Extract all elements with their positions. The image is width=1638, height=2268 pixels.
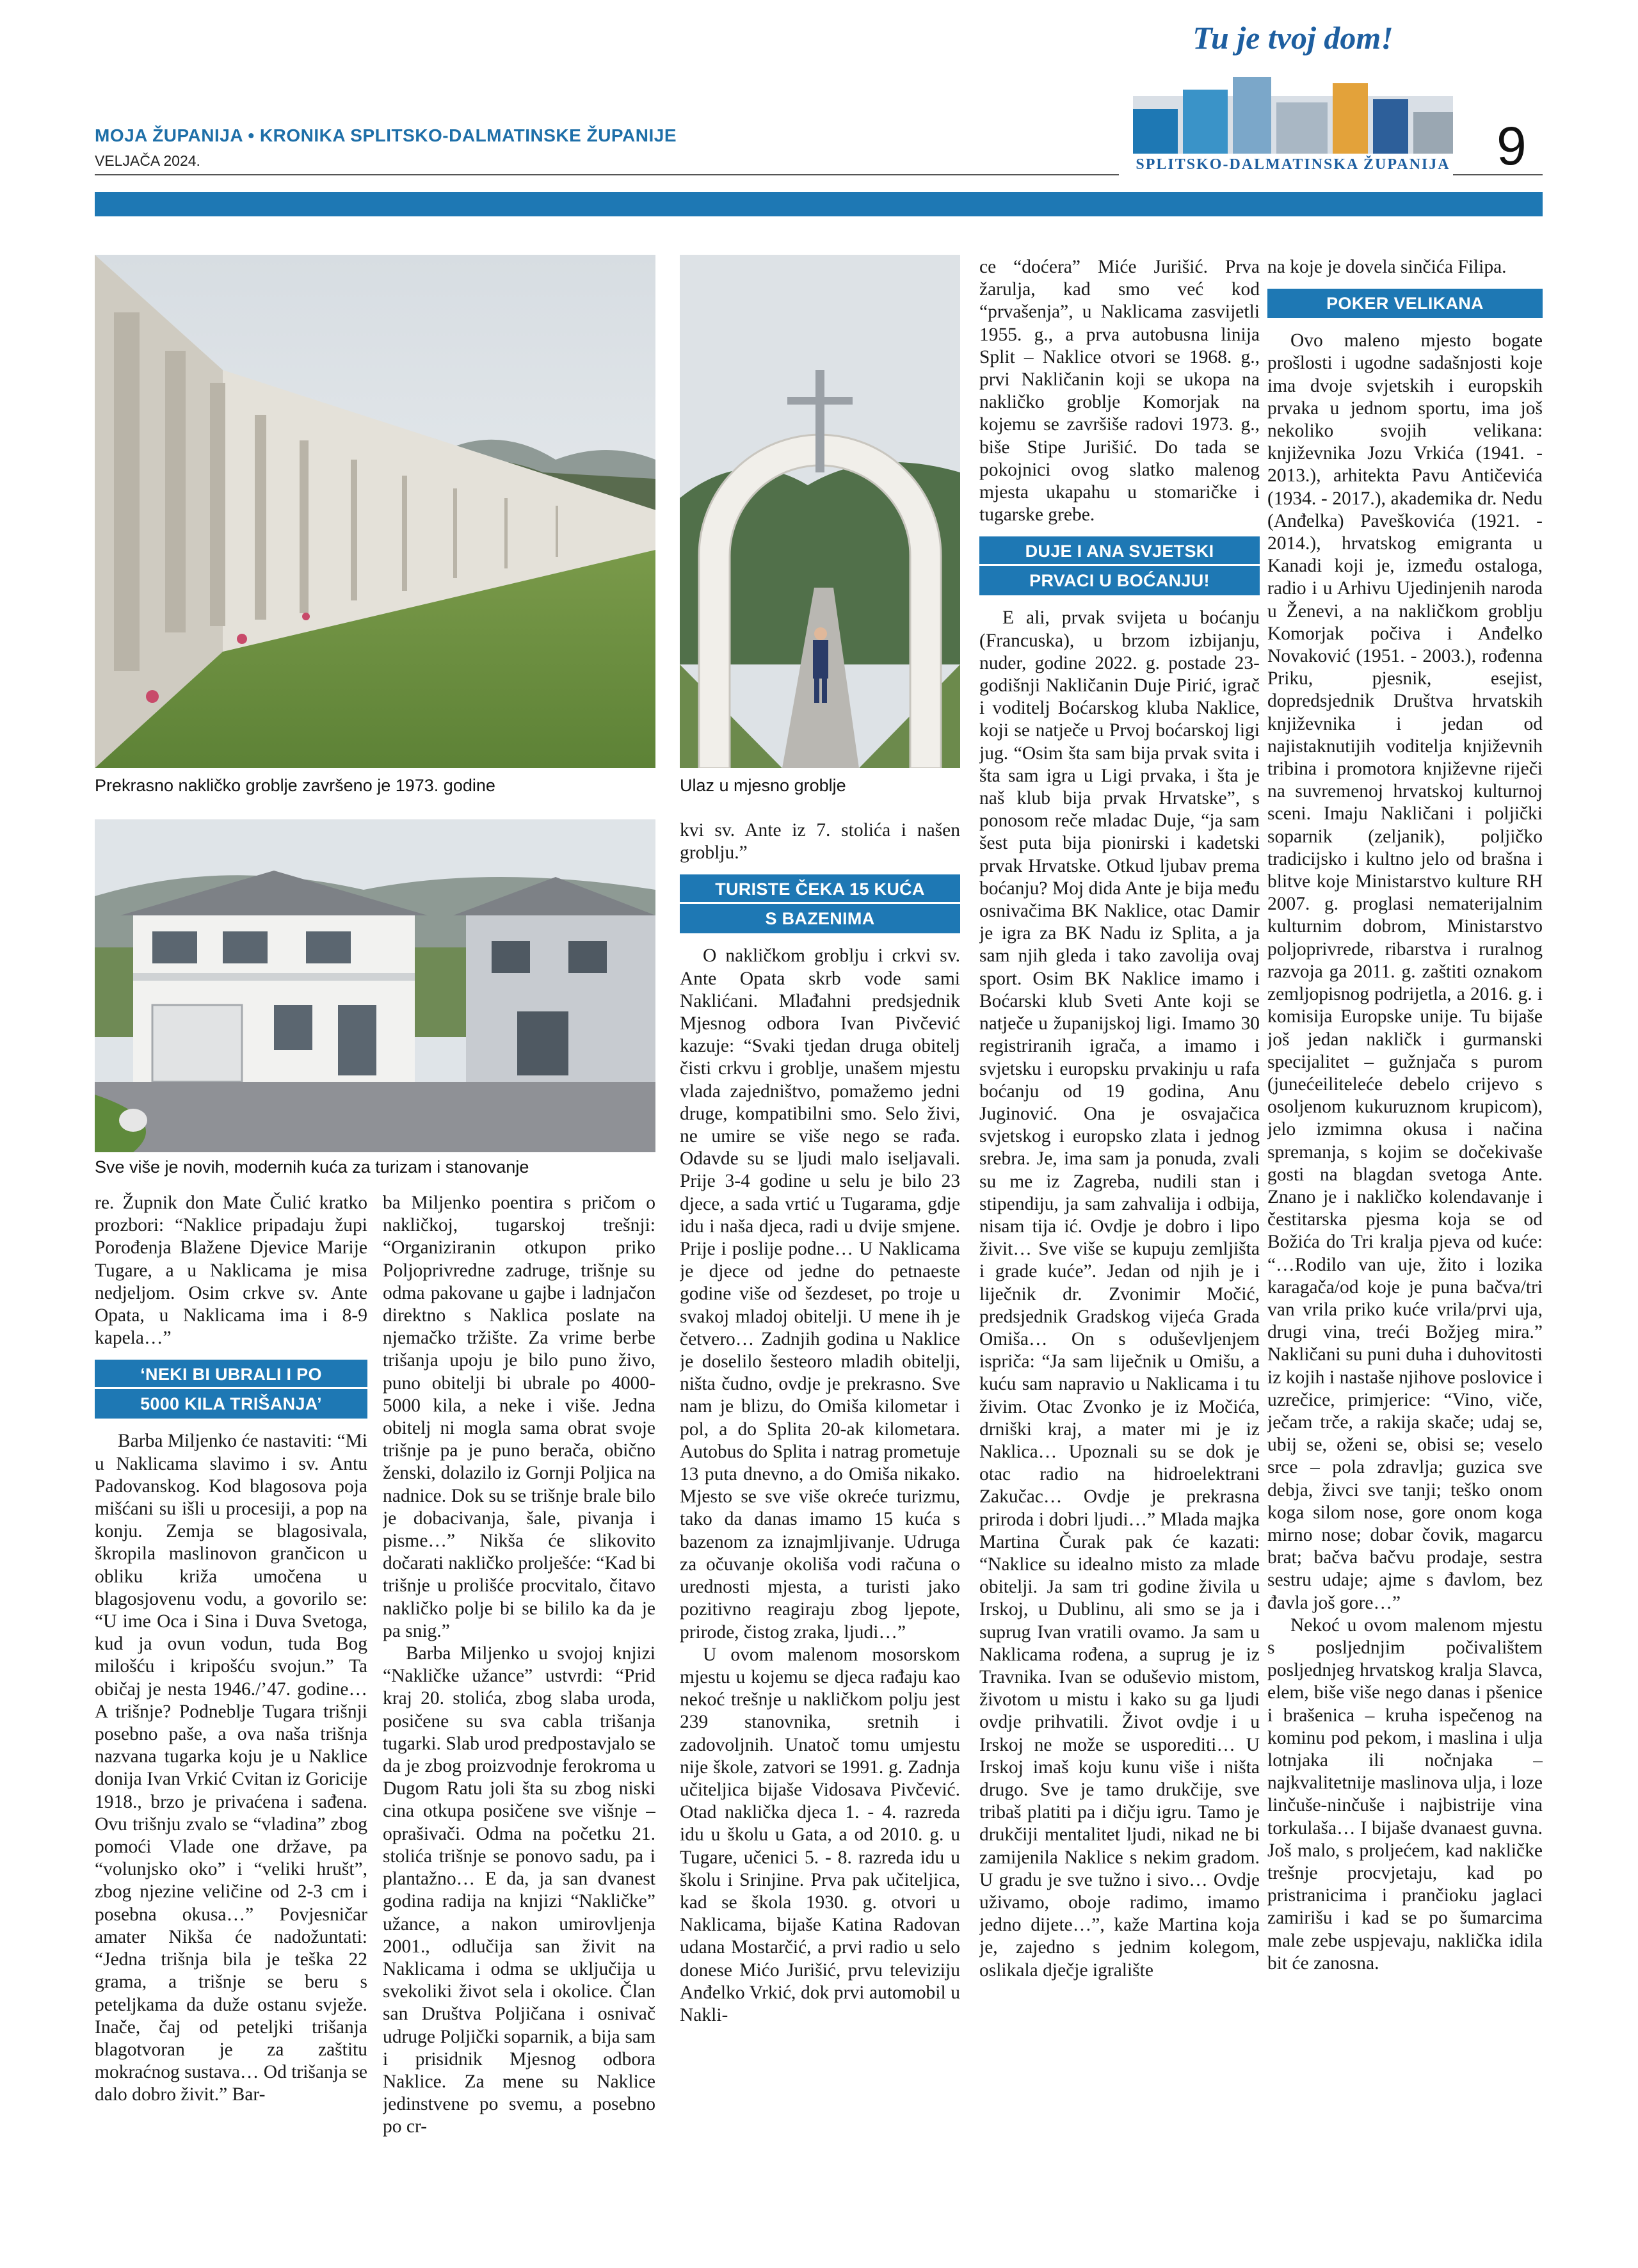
article-column-5: [1267, 256, 1543, 2242]
logo-slogan: Tu je tvoj dom!: [1192, 20, 1393, 56]
subheading-line: TURISTE ČEKA 15 KUĆA: [680, 874, 960, 904]
entrance-photo: [680, 255, 960, 768]
article-column-1: [95, 1192, 367, 2242]
paragraph: ce “doćera” Miće Jurišić. Prva žarulja, kad smo već kod “prvašenja”, u Naklicama zasvijetli 1955. g., a prva autobusna linija Split – Naklice otvori se 1968. g., prvi Nakličanin koji se ukopa na nakličko groblje Komorjak na kojemu se završiše radovi 1973. g., biše Stipe Jurišić. Do tada se pokojnici ovog slatko malenog mjesta ukapahu u stomaričke i tugarske grebe.: [979, 257, 1260, 526]
page-number: 9: [1497, 116, 1527, 176]
subheading-poker: [1267, 289, 1543, 318]
header-rule: [95, 174, 1119, 175]
subheading-line: ‘NEKI BI UBRALI I PO: [95, 1360, 367, 1389]
cemetery-photo: [95, 255, 655, 768]
logo-county-name: SPLITSKO-DALMATINSKA ŽUPANIJA: [1136, 156, 1450, 173]
subheading-line: DUJE I ANA SVJETSKI: [979, 536, 1260, 566]
subheading-line: S BAZENIMA: [765, 909, 875, 929]
paragraph: re. Župnik don Mate Čulić kratko prozbori: “Naklice pripadaju župi Porođenja Blažene Djevice Marije Tugare, a u Naklicama je misa nedjeljom. Osim crkve sv. Ante Opata, u Naklicama ima i 8-9 kapela…”: [95, 1193, 367, 1349]
subheading-line: PRVACI U BOĆANJU!: [1029, 571, 1210, 591]
paragraph: U ovom malenom mosorskom mjestu u kojemu se djeca rađaju kao nekoć trešnje u nakličkom polju jest 239 stanovnika, sretnih i zadovoljnih. Unatoč tomu umjestu nije škole, zatvori se 1991. g. Zadnja učiteljica bijaše Vidosava Pivčević. Otad naklička djeca 1. - 4. razreda idu u školu u Gata, a od 2010. g. u Tugare, učenici 5. - 8. razreda idu u školu i Srinjine. Prva pak učiteljica, kad se škola 1930. g. otvori u Naklicama, bijaše Katina Radovan udana Mostarčić, a prvi radio u selo donese Mićo Jurišić, prvu televiziju Anđelko Vrkić, dok prvi automobil u Nakli-: [680, 1644, 960, 2025]
subheading-tourism: [680, 874, 960, 933]
paragraph: ba Miljenko poentira s pričom o nakličkoj, tugarskoj trešnji: “Organiziranin otkupon priko Poljoprivredne zadruge, trišnje su odma pakovane u gajbe i ladnjačon direktno s Naklica poslate na njemačko tržište. Za vrime berbe trišanja upoju je bilo puno živo, puno obitelji bi ubrale po 4000-5000 kila, a neke i više. Jedna obitelj ni mogla sama obrat svoje trišnje pa je puno berača, obično ženski, dolazilo iz Gornji Poljica na nadnice. Dok su se trišnje brale bilo je dobacivanja, šale, pivanja i pisme…” Nikša će slikovito dočarati nakličko prolješće: “Kad bi trišnje u prolišće procvitalo, čitavo nakličko polje bi se bililo ka da je pa snig.”: [383, 1193, 655, 1641]
subheading-line: POKER VELIKANA: [1326, 294, 1484, 314]
county-logo: [1127, 19, 1459, 179]
article-column-2: [383, 1192, 655, 2242]
logo-mark-icon: [1133, 77, 1453, 154]
paragraph: na koje je dovela sinčića Filipa.: [1267, 257, 1507, 277]
paragraph: Ovo maleno mjesto bogate prošlosti i ugodne sadašnjosti koje ima dvoje svjetskih i europskih prvaka u jednom sportu, ima još nekoliko svojih velikana: književnika Jozu Vrkića (1941. - 2013.), arhitekta Pavu Antičevića (1934. - 2017.), akademika dr. Nedu (Anđelka) Paveškovića (1921. - 2014.), hrvatskog emigranta u Kanadi koji je, između ostaloga, radio i u Arhivu Ujedinjenih naroda u Ženevi, a na nakličkom groblju Komorjak počiva i Anđelko Novaković (1951. - 2003.), rođenna Priku, pjesnik, esejist, dopredsjednik Društva hrvatskih književnika i jedan od najistaknutijih voditelja književnih tribina i promotora književne riječi na suvremenoj hrvatskoj kulturnoj sceni. Imaju Nakličani i poljički soparnik (zeljanik), poljičko tradicijsko i kultno jelo od brašna i blitve koje Ministarstvo kulture RH 2007. g. proglasi nematerijalnim kulturnim dobrom, Ministarstvo poljoprivrede, ribarstva i ruralnog razvoja ga 2011. g. zaštiti oznakom zemljopisnog podrijetla, a 2016. g. i komisija Europske unije. Tu bijaše još jedan nakličk i gurmanski specijalitet – gužnjača s purom (junećeiliteleće debelo crijevo s osoljenom kukuruznom krupicom), jelo izmimna okusa i načina spremanja, s kojim se dočekivaše gosti na blagdan svetoga Ante. Znano je i nakličko kolendavanje i čestitarska pjesma koja se od Božića do Tri kralja pjeva od kuće: “…Rodilo van uje, žito i lozika karagača/od koje je puna bačva/tri van vrila priko kuće vrila/prvi uja, drugi vina, treći Božjeg mira.” Nakličani su puni duha i duhovitosti iz kojih i nastaše njihove poslovice i uzrečice, primjerice: “Vino, viče, ječam trče, a rakija skače; udaj se, ubij se, oženi se, obisi se; veselo srce – pola zdravlja; guzica sve debja, živci sve tanji; teško onom koga silom nose, gore onom koga mirno nose; dobar čovik, magarcu brat; bačva bačvu prodaje, sestra sestru udaje; ajme s đavlom, bez đavla još gore…”: [1267, 330, 1543, 1613]
subheading-cherries: [95, 1360, 367, 1419]
subheading-bocce: [979, 536, 1260, 595]
entrance-caption: Ulaz u mjesno groblje: [680, 776, 846, 795]
paragraph: E ali, prvak svijeta u boćanju (Francuska), u brzom izbijanju, nuder, godine 2022. g. postade 23-godišnji Nakličanin Duje Pirić, igrač i voditelj Boćarskog kluba Naklice, koji se natječe u Prvoj boćarskoj ligi jug. “Osim šta sam bija prvak svita i šta sam igra u Ligi prvaka, i šta je naš klub bija prvak Hrvatske”, s ponosom reče mladac Duje, “ja sam šest puta bija pionirski i kadetski prvak Hrvatske. Otkud ljubav prema boćanju? Moj dida Ante je bija među osnivačima BK Naklice, otac Damir je igra za BK Nadu iz Splita, a ja sam njih gleda i tako zavolija ovaj sport. Osim BK Naklice imamo i Boćarski klub Sveti Ante koji se natječe u županijskoj ligi. Imamo 30 registriranih igrača, a imamo i svjetsku i europsku prvakinju u rafa boćanju od 19 godina, Anu Juginović. Ona je osvajačica svjetskog i europsko zlata i jednog srebra. Je, ima sam ja ponuda, zvali su me iz Zagreba, nudili stan i stipendiju, ja sam zahvalija i odbija, nisam tija ić. Ovdje je dobro i lipo živit… Sve više se kupuju zemljišta i grade kuće”. Jedan od njih je i liječnik dr. Zvonimir Močić, predsjednik Gradskog vijeća Grada Omiša… On s oduševljenjem ispriča: “Ja sam liječnik u Omišu, a kuću sam napravio u Naklicama i tu živim. Otac Zvonko je iz Močića, drniški kraj, a mater mi je iz Naklica… Upoznali su se dok je otac radio na hidroelektrani Zakučac… Ovdje je prekrasna priroda i dobri ljudi…” Mlada majka Martina Čurak pak će kazati: “Naklice su idealno misto za mlade obitelji. Ja sam tri godine živila u Irskoj, u Dublinu, ali smo se ja i suprug Ivan vratili ovamo. Ja sam u Naklicama rođena, a suprug je iz Travnika. Ivan se oduševio mistom, životom u mistu i kako su ga ljudi ovdje prihvatili. Život ovdje i u Irskoj ne može se usporediti… U Irskoj imaš koju kunu više i ništa drugo. Sve je tamo drukčije, sve tribaš platiti pa i dičju igru. Tamo je drukčiji mentalitet ljudi, nikad ne bi zamijenila Naklice s nekim gradom. U gradu je sve tužno i sivo… Ovdje uživamo, oboje radimo, imamo jedno dijete…”, kaže Martina koja je, zajedno s jednim kolegom, oslikala dječje igralište: [979, 607, 1260, 1981]
paragraph: kvi sv. Ante iz 7. stolića i našen groblju.”: [680, 820, 960, 864]
houses-photo: [95, 819, 655, 1152]
paragraph: Barba Miljenko će nastaviti: “Mi u Naklicama slavimo i sv. Antu Padovanskog. Kod blagosova poja mišćani su išli u procesiji, a pop na konju. Zemja se blagosivala, škropila maslinovon grančicon u obliku križa umočena u blagosjovenu vodu, a govorilo se: “U ime Oca i Sina i Duva Svetoga, kud ja ovun vodun, tuda Bog milošću i kripošću svojun.” Ta običaj je nesta 1946./’47. godine… A trišnje? Podneblje Tugara trišnji posebno paše, a ova naša trišnja nazvana tugarka koju je u Naklice donija Ivan Vrkić Cvitan iz Goricije 1918., brzo je privaćena i sađena. Ovu trišnju zvalo se “vladina” zbog pomoći Vlade one države, pa “volunjsko oko” i “veliki hrušt”, zbog njezine veličine od 2-3 cm i posebna okusa…” Povjesničar amater Nikša će nadožuntati: “Jedna trišnja bila je teška 22 grama, a trišnje se beru s peteljkama da duže ostanu svježe. Inače, čaj od peteljki trišanja blagotvoran je za zaštitu mokraćnog sustava… Od trišanja se dalo dobro živit.” Bar-: [95, 1431, 367, 2105]
section-title: MOJA ŽUPANIJA • KRONIKA SPLITSKO-DALMATINSKE ŽUPANIJE: [95, 125, 677, 145]
article-column-4: [979, 256, 1260, 2242]
houses-caption: Sve više je novih, modernih kuća za turizam i stanovanje: [95, 1157, 529, 1177]
accent-bar: [95, 192, 1543, 216]
article-column-3: [680, 819, 960, 2242]
paragraph: O nakličkom groblju i crkvi sv. Ante Opata skrb vode sami Naklićani. Mlađahni predsjednik Mjesnog odbora Ivan Pivčević kazuje: “Svaki tjedan druga obitelj čisti crkvu i groblje, unašem mjestu vlada zajedništvo, pomažemo jedni druge, kompatibilni smo. Selo živi, ne umire se više nego se rađa. Odavde su se ljudi malo iseljavali. Prije 3-4 godine u selu je bilo 23 djece, a sada vrtić u Tugarama, gdje idu i naša djeca, radi u dvije smjene. Prije i poslije podne… U Naklicama je djece od jedne do petnaeste godine više od šezdeset, po troje u svakoj mladoj obitelji. U mene ih je četvero… Zadnjih godina u Naklice je doselilo šesteoro mladih obitelji, ništa čudno, ovdje je prekrasno. Sve nam je blizu, do Omiša kilometar i pol, a do Splita 20-ak kilometara. Autobus do Splita i natrag prometuje 13 puta dnevno, a do Omiša nikako. Mjesto se sve više okreće turizmu, tako da danas imamo 15 kuća s bazenom za iznajmljivanje. Udruga za očuvanje okoliša vodi računa o urednosti mjesta, a turisti jako pozitivno reagiraju zbog ljepote, prirode, čistog zraka, ljudi…”: [680, 945, 960, 1643]
issue-date: VELJAČA 2024.: [95, 152, 200, 169]
subheading-line: 5000 KILA TRIŠANJA’: [140, 1394, 322, 1414]
cemetery-caption: Prekrasno nakličko groblje završeno je 1973. godine: [95, 776, 495, 795]
paragraph: Nekoć u ovom malenom mjestu s posljednjim počivalištem posljednjeg hrvatskog kralja Slavca, elem, biše više nego danas i pšenice i brašenica – kruha ispečenog na kominu pod pekom, i maslina i ulja lotnjaka ili nočnjaka – najkvalitetnije maslinova ulja, i loze linčuše-ninčuše i najbistrije vina torkulaša… I bijaše dvanaest guvna. Još malo, s proljećem, kad nakličke trešnje procvjetaju, kad po pristranicima i prančioku jaglaci zamirišu i kad se po šumarcima male zebe uspjevaju, naklička idila bit će zanosna.: [1267, 1614, 1543, 1974]
paragraph: Barba Miljenko u svojoj knjizi “Nakličke užance” ustvrdi: “Prid kraj 20. stolića, zbog slaba uroda, posičene su sva cabla trišanja tugarki. Slab urod predpostavjalo se da je zbog proizvodnje ferokroma u Dugom Ratu joli šta su zbog niski cina otkupa posičene sve višnje – oprašivači. Odma na početku 21. stolića trišnje se ponovo sadu, pa i plantažno… E da, ja san dvanest godina radija na knjizi “Nakličke” užance, a nakon umirovljenja 2001., odlučija san živit na Naklicama i odma se uključija u svekoliki život sela i okolice. Član san Društva Poljičana i osnivač udruge Poljički soparnik, a bija sam i prisidnik Mjesnog odbora Naklice. Za mene su Naklice jedinstvene po svemu, a posebno po cr-: [383, 1643, 655, 2137]
